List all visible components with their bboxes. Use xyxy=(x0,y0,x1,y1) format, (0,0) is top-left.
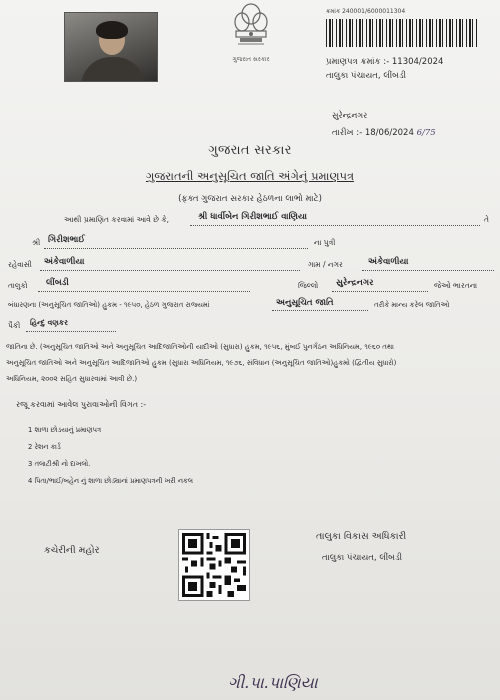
applicant-photo xyxy=(64,12,158,82)
emblem-caption: ગુજરાત સરકાર xyxy=(232,56,270,63)
village: અંકેવાળીયા xyxy=(368,257,409,267)
taluka-underline xyxy=(38,291,250,292)
office-stamp-label: કચેરીની મહોર xyxy=(44,545,100,556)
national-emblem-icon xyxy=(228,0,274,62)
certificate-number: પ્રમાણપત્ર ક્રમાંક :- 11304/2024 xyxy=(326,57,444,67)
certificate-subtitle: (ફક્ત ગુજરાત સરકાર હેઠળના લાભો માટે) xyxy=(178,194,322,204)
residence-label: રહેવાસી xyxy=(8,260,32,269)
order-text: બંધારણના (અનુસૂચિત જાતિઓ) હુકમ - ૧૯૫૦, હેઠળ ગુજરાત રાજ્યમાં xyxy=(8,301,210,309)
officer-office: તાલુકા પંચાયત, લીંબડી xyxy=(322,553,403,563)
caste-underline xyxy=(26,331,116,332)
paragraph-line-1: જાતિના છે. (અનુસૂચિત જાતિઓ અને અનુસૂચિત આદિજાતિઓની યાદીઓ (સુધારા) હુકમ, ૧૯૫૬, મુંબઈ પુનર્ગઠન અધિનિયમ, ૧૯૬૦ તથા xyxy=(6,343,394,351)
paragraph-line-2: અનુસૂચિત જાતિઓ અને અનુસૂચિત આદિજાતિઓ હુકમ (સુધારા અધિનિયમ, ૧૯૭૬, સંવિધાન (અનુસૂચિત જાતિઓ)હુકમો (દ્વિતીય સુધારો) xyxy=(6,359,397,367)
officer-title: તાલુકા વિકાસ અધિકારી xyxy=(316,531,407,542)
residence-underline xyxy=(40,270,300,271)
applicant-name: શ્રી ધાર્વીબેન ગિરીશભાઈ વાણિયા xyxy=(198,212,308,222)
issuing-office: તાલુકા પંચાયત, લીંબડી xyxy=(326,71,407,81)
father-underline xyxy=(44,248,308,249)
name-underline xyxy=(190,225,480,226)
category-underline xyxy=(272,310,368,311)
document-item: 1 શાળા છોડયાનું પ્રમાણપત્ર xyxy=(28,426,102,434)
certificate-title: ગુજરાતની અનુસૂચિત જાતિ અંગેનું પ્રમાણપત્ર xyxy=(145,169,355,183)
photo-hair xyxy=(96,21,128,39)
document-item: 3 તલાટીશ્રી નો દાખલો. xyxy=(28,460,91,468)
serial-number: ક્રમાંક 240001/6000011304 xyxy=(326,8,406,15)
state-suffix: જેઓ ભારતના xyxy=(434,281,478,290)
father-prefix: શ્રી xyxy=(32,238,41,247)
district: સુરેન્દ્રનગર xyxy=(336,278,374,288)
issue-date-text: તારીખ :- 18/06/2024 xyxy=(332,128,414,138)
line1-end: તે xyxy=(484,215,489,224)
taluka: લીંબડી xyxy=(46,278,69,288)
village-underline xyxy=(362,270,494,271)
handwritten-note: ગી.પા.પાણિયા xyxy=(228,673,318,692)
government-title: ગુજરાત સરકાર xyxy=(208,143,292,158)
barcode xyxy=(326,19,478,47)
caste: હિન્દુ વણકર xyxy=(30,318,68,327)
date-scribble: 6/75 xyxy=(416,128,436,138)
paragraph-line-3: અધિનિયમ, ૨૦૦૨ સહિત સુધારવામાં આવી છે.) xyxy=(6,375,138,383)
place: સુરેન્દ્રનગર xyxy=(332,111,368,120)
certify-label: આથી પ્રમાણિત કરવામાં આવે છે કે, xyxy=(64,215,170,224)
documents-heading: રજૂ કરવામાં આવેલ પુરાવાઓની વિગત :- xyxy=(16,400,147,409)
relation: ના પુત્રી xyxy=(314,238,336,247)
district-label: જિલ્લો xyxy=(298,281,319,290)
father-name: ગિરીશભાઈ xyxy=(48,235,85,245)
taluka-label: તાલુકો xyxy=(8,281,28,290)
caste-prefix: પૈકી xyxy=(8,321,21,330)
order-suffix: તરીકે માન્ય કરેલ જાતિઓ xyxy=(374,301,450,309)
document-item: 4 પિતા/ભાઈ/બહેન નું શાળા છોડ્યાનાં પ્રમાણપત્રની ખરી નકલ xyxy=(28,477,193,485)
document-item: 2 રેશન કાર્ડ xyxy=(28,443,61,451)
legal-paragraph xyxy=(6,339,496,387)
district-underline xyxy=(332,291,428,292)
caste-category: અનુસૂચિત જાતિ xyxy=(276,298,334,308)
photo-body xyxy=(81,57,145,82)
issue-date xyxy=(332,128,436,138)
village-label: ગામ / નગર xyxy=(308,260,343,269)
residence: અંકેવાળીયા xyxy=(44,257,85,267)
documents-list xyxy=(28,422,193,490)
qr-code-icon xyxy=(178,529,250,601)
certificate-reference xyxy=(326,8,496,81)
